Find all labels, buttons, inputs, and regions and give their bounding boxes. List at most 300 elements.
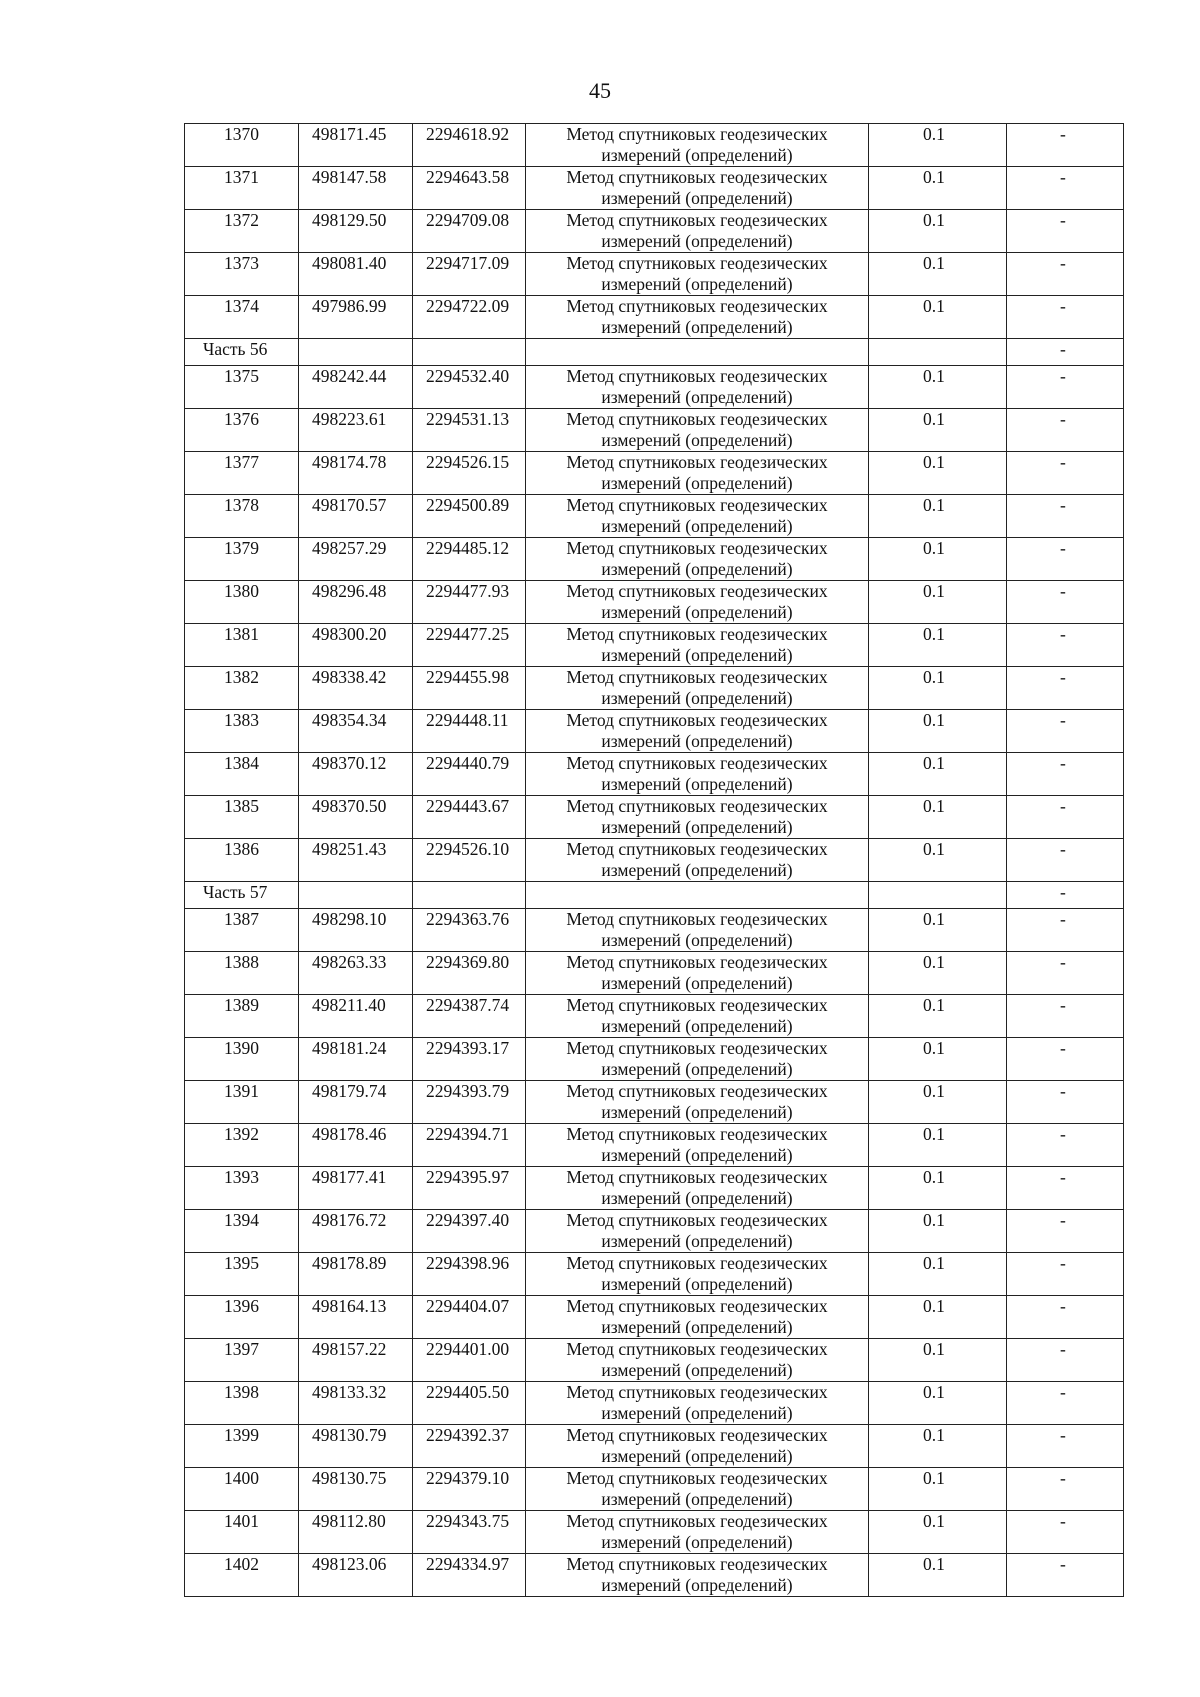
- other-cell: -: [1007, 796, 1124, 839]
- other-cell: -: [1007, 710, 1124, 753]
- accuracy-cell: 0.1: [869, 1081, 1007, 1124]
- method-line-1: Метод спутниковых геодезических: [566, 1124, 828, 1144]
- y-coordinate-cell: 2294526.10: [413, 839, 526, 882]
- y-coordinate-cell: 2294722.09: [413, 296, 526, 339]
- table-row: [185, 452, 1124, 495]
- method-line-1: Метод спутниковых геодезических: [566, 124, 828, 144]
- other-cell: -: [1007, 124, 1124, 167]
- accuracy-cell: 0.1: [869, 952, 1007, 995]
- x-coordinate-cell: 498130.75: [299, 1468, 413, 1511]
- point-id-cell: 1376: [185, 409, 299, 452]
- accuracy-cell: 0.1: [869, 1253, 1007, 1296]
- method-line-2: измерений (определений): [601, 1532, 793, 1552]
- y-coordinate-cell: 2294443.67: [413, 796, 526, 839]
- method-cell: [526, 409, 869, 452]
- method-line-1: Метод спутниковых геодезических: [566, 909, 828, 929]
- point-id-cell: 1395: [185, 1253, 299, 1296]
- method-line-2: измерений (определений): [601, 559, 793, 579]
- point-id-cell: 1399: [185, 1425, 299, 1468]
- x-coordinate-cell: 498164.13: [299, 1296, 413, 1339]
- method-cell: [526, 1081, 869, 1124]
- method-cell: [526, 1253, 869, 1296]
- method-line-1: Метод спутниковых геодезических: [566, 1339, 828, 1359]
- table-row: [185, 581, 1124, 624]
- x-coordinate-cell: 498147.58: [299, 167, 413, 210]
- accuracy-cell: 0.1: [869, 1425, 1007, 1468]
- point-id-cell: 1388: [185, 952, 299, 995]
- x-coordinate-cell: 498211.40: [299, 995, 413, 1038]
- method-line-2: измерений (определений): [601, 387, 793, 407]
- empty-cell: [526, 882, 869, 909]
- accuracy-cell: 0.1: [869, 495, 1007, 538]
- empty-cell: [869, 339, 1007, 366]
- other-cell: -: [1007, 409, 1124, 452]
- method-cell: [526, 624, 869, 667]
- point-id-cell: 1375: [185, 366, 299, 409]
- accuracy-cell: 0.1: [869, 452, 1007, 495]
- accuracy-cell: 0.1: [869, 1511, 1007, 1554]
- table-row: [185, 1511, 1124, 1554]
- method-line-1: Метод спутниковых геодезических: [566, 1167, 828, 1187]
- method-line-1: Метод спутниковых геодезических: [566, 538, 828, 558]
- point-id-cell: 1372: [185, 210, 299, 253]
- method-cell: [526, 1296, 869, 1339]
- method-line-1: Метод спутниковых геодезических: [566, 710, 828, 730]
- other-cell: -: [1007, 1081, 1124, 1124]
- x-coordinate-cell: 498338.42: [299, 667, 413, 710]
- table-row: [185, 366, 1124, 409]
- other-cell: -: [1007, 1124, 1124, 1167]
- part-header-row: [185, 882, 1124, 909]
- other-cell: -: [1007, 1468, 1124, 1511]
- y-coordinate-cell: 2294440.79: [413, 753, 526, 796]
- y-coordinate-cell: 2294477.25: [413, 624, 526, 667]
- accuracy-cell: 0.1: [869, 1339, 1007, 1382]
- method-line-1: Метод спутниковых геодезических: [566, 1468, 828, 1488]
- table-row: [185, 1038, 1124, 1081]
- x-coordinate-cell: 498300.20: [299, 624, 413, 667]
- table-row: [185, 753, 1124, 796]
- page-number: 45: [589, 78, 611, 103]
- other-cell: -: [1007, 909, 1124, 952]
- method-line-2: измерений (определений): [601, 1403, 793, 1423]
- method-line-2: измерений (определений): [601, 1489, 793, 1509]
- method-cell: [526, 452, 869, 495]
- accuracy-cell: 0.1: [869, 409, 1007, 452]
- method-line-1: Метод спутниковых геодезических: [566, 995, 828, 1015]
- accuracy-cell: 0.1: [869, 839, 1007, 882]
- y-coordinate-cell: 2294363.76: [413, 909, 526, 952]
- method-line-1: Метод спутниковых геодезических: [566, 667, 828, 687]
- x-coordinate-cell: 498257.29: [299, 538, 413, 581]
- other-cell: -: [1007, 667, 1124, 710]
- empty-cell: [413, 882, 526, 909]
- method-cell: [526, 1339, 869, 1382]
- table-row: [185, 124, 1124, 167]
- table-row: [185, 839, 1124, 882]
- x-coordinate-cell: 498112.80: [299, 1511, 413, 1554]
- other-cell: -: [1007, 753, 1124, 796]
- x-coordinate-cell: 498370.50: [299, 796, 413, 839]
- method-line-1: Метод спутниковых геодезических: [566, 1038, 828, 1058]
- table-row: [185, 796, 1124, 839]
- table-row: [185, 1382, 1124, 1425]
- method-line-1: Метод спутниковых геодезических: [566, 253, 828, 273]
- y-coordinate-cell: 2294398.96: [413, 1253, 526, 1296]
- other-cell: -: [1007, 339, 1124, 366]
- table-row: [185, 495, 1124, 538]
- method-line-2: измерений (определений): [601, 317, 793, 337]
- method-line-1: Метод спутниковых геодезических: [566, 167, 828, 187]
- table-row: [185, 710, 1124, 753]
- table-row: [185, 667, 1124, 710]
- other-cell: -: [1007, 1210, 1124, 1253]
- method-line-2: измерений (определений): [601, 1102, 793, 1122]
- accuracy-cell: 0.1: [869, 710, 1007, 753]
- x-coordinate-cell: 498354.34: [299, 710, 413, 753]
- method-line-2: измерений (определений): [601, 1059, 793, 1079]
- method-cell: [526, 366, 869, 409]
- other-cell: -: [1007, 952, 1124, 995]
- method-cell: [526, 167, 869, 210]
- x-coordinate-cell: 498177.41: [299, 1167, 413, 1210]
- method-line-2: измерений (определений): [601, 688, 793, 708]
- method-cell: [526, 1167, 869, 1210]
- table-row: [185, 1081, 1124, 1124]
- method-line-1: Метод спутниковых геодезических: [566, 366, 828, 386]
- accuracy-cell: 0.1: [869, 995, 1007, 1038]
- point-id-cell: 1380: [185, 581, 299, 624]
- table-row: [185, 538, 1124, 581]
- method-line-2: измерений (определений): [601, 1188, 793, 1208]
- method-cell: [526, 1124, 869, 1167]
- table-row: [185, 1253, 1124, 1296]
- method-line-2: измерений (определений): [601, 602, 793, 622]
- method-line-1: Метод спутниковых геодезических: [566, 1081, 828, 1101]
- method-line-2: измерений (определений): [601, 1231, 793, 1251]
- other-cell: -: [1007, 1038, 1124, 1081]
- y-coordinate-cell: 2294643.58: [413, 167, 526, 210]
- part-label: Часть 57: [185, 882, 299, 909]
- accuracy-cell: 0.1: [869, 753, 1007, 796]
- method-cell: [526, 710, 869, 753]
- y-coordinate-cell: 2294379.10: [413, 1468, 526, 1511]
- y-coordinate-cell: 2294395.97: [413, 1167, 526, 1210]
- method-line-2: измерений (определений): [601, 231, 793, 251]
- coordinates-table: [184, 123, 1124, 1597]
- y-coordinate-cell: 2294532.40: [413, 366, 526, 409]
- point-id-cell: 1389: [185, 995, 299, 1038]
- method-line-1: Метод спутниковых геодезических: [566, 1382, 828, 1402]
- method-line-2: измерений (определений): [601, 274, 793, 294]
- other-cell: -: [1007, 296, 1124, 339]
- method-cell: [526, 1468, 869, 1511]
- table-row: [185, 909, 1124, 952]
- method-cell: [526, 952, 869, 995]
- point-id-cell: 1390: [185, 1038, 299, 1081]
- empty-cell: [413, 339, 526, 366]
- point-id-cell: 1391: [185, 1081, 299, 1124]
- table-row: [185, 1296, 1124, 1339]
- table-row: [185, 952, 1124, 995]
- accuracy-cell: 0.1: [869, 124, 1007, 167]
- accuracy-cell: 0.1: [869, 624, 1007, 667]
- x-coordinate-cell: 498171.45: [299, 124, 413, 167]
- accuracy-cell: 0.1: [869, 366, 1007, 409]
- other-cell: -: [1007, 210, 1124, 253]
- point-id-cell: 1383: [185, 710, 299, 753]
- y-coordinate-cell: 2294343.75: [413, 1511, 526, 1554]
- point-id-cell: 1398: [185, 1382, 299, 1425]
- table-row: [185, 1167, 1124, 1210]
- method-line-2: измерений (определений): [601, 430, 793, 450]
- accuracy-cell: 0.1: [869, 667, 1007, 710]
- other-cell: -: [1007, 1339, 1124, 1382]
- x-coordinate-cell: 498157.22: [299, 1339, 413, 1382]
- point-id-cell: 1387: [185, 909, 299, 952]
- method-line-2: измерений (определений): [601, 516, 793, 536]
- point-id-cell: 1373: [185, 253, 299, 296]
- other-cell: -: [1007, 1253, 1124, 1296]
- y-coordinate-cell: 2294401.00: [413, 1339, 526, 1382]
- accuracy-cell: 0.1: [869, 1167, 1007, 1210]
- table-row: [185, 296, 1124, 339]
- y-coordinate-cell: 2294526.15: [413, 452, 526, 495]
- method-cell: [526, 1382, 869, 1425]
- point-id-cell: 1382: [185, 667, 299, 710]
- method-line-2: измерений (определений): [601, 145, 793, 165]
- point-id-cell: 1374: [185, 296, 299, 339]
- other-cell: -: [1007, 624, 1124, 667]
- y-coordinate-cell: 2294500.89: [413, 495, 526, 538]
- x-coordinate-cell: 498178.89: [299, 1253, 413, 1296]
- x-coordinate-cell: 498370.12: [299, 753, 413, 796]
- other-cell: -: [1007, 1554, 1124, 1597]
- accuracy-cell: 0.1: [869, 796, 1007, 839]
- accuracy-cell: 0.1: [869, 538, 1007, 581]
- method-line-1: Метод спутниковых геодезических: [566, 624, 828, 644]
- x-coordinate-cell: 498170.57: [299, 495, 413, 538]
- other-cell: -: [1007, 839, 1124, 882]
- method-cell: [526, 1425, 869, 1468]
- other-cell: -: [1007, 495, 1124, 538]
- y-coordinate-cell: 2294531.13: [413, 409, 526, 452]
- point-id-cell: 1370: [185, 124, 299, 167]
- method-line-2: измерений (определений): [601, 1575, 793, 1595]
- accuracy-cell: 0.1: [869, 210, 1007, 253]
- table-row: [185, 1468, 1124, 1511]
- method-cell: [526, 495, 869, 538]
- table-row: [185, 167, 1124, 210]
- method-line-2: измерений (определений): [601, 645, 793, 665]
- point-id-cell: 1371: [185, 167, 299, 210]
- point-id-cell: 1386: [185, 839, 299, 882]
- x-coordinate-cell: 498178.46: [299, 1124, 413, 1167]
- other-cell: -: [1007, 366, 1124, 409]
- method-line-1: Метод спутниковых геодезических: [566, 495, 828, 515]
- x-coordinate-cell: 498251.43: [299, 839, 413, 882]
- y-coordinate-cell: 2294455.98: [413, 667, 526, 710]
- method-line-1: Метод спутниковых геодезических: [566, 1511, 828, 1531]
- empty-cell: [299, 339, 413, 366]
- accuracy-cell: 0.1: [869, 1468, 1007, 1511]
- x-coordinate-cell: 498223.61: [299, 409, 413, 452]
- point-id-cell: 1394: [185, 1210, 299, 1253]
- method-cell: [526, 667, 869, 710]
- x-coordinate-cell: 498179.74: [299, 1081, 413, 1124]
- y-coordinate-cell: 2294404.07: [413, 1296, 526, 1339]
- x-coordinate-cell: 498174.78: [299, 452, 413, 495]
- method-cell: [526, 796, 869, 839]
- y-coordinate-cell: 2294334.97: [413, 1554, 526, 1597]
- method-cell: [526, 581, 869, 624]
- method-cell: [526, 1511, 869, 1554]
- accuracy-cell: 0.1: [869, 1296, 1007, 1339]
- method-cell: [526, 538, 869, 581]
- method-line-2: измерений (определений): [601, 1360, 793, 1380]
- method-line-2: измерений (определений): [601, 930, 793, 950]
- method-line-2: измерений (определений): [601, 731, 793, 751]
- y-coordinate-cell: 2294485.12: [413, 538, 526, 581]
- point-id-cell: 1397: [185, 1339, 299, 1382]
- table-row: [185, 1425, 1124, 1468]
- point-id-cell: 1384: [185, 753, 299, 796]
- empty-cell: [526, 339, 869, 366]
- part-label: Часть 56: [185, 339, 299, 366]
- accuracy-cell: 0.1: [869, 909, 1007, 952]
- method-cell: [526, 253, 869, 296]
- method-line-2: измерений (определений): [601, 1317, 793, 1337]
- table-row: [185, 1554, 1124, 1597]
- y-coordinate-cell: 2294393.17: [413, 1038, 526, 1081]
- method-line-1: Метод спутниковых геодезических: [566, 296, 828, 316]
- x-coordinate-cell: 498296.48: [299, 581, 413, 624]
- method-line-2: измерений (определений): [601, 774, 793, 794]
- point-id-cell: 1385: [185, 796, 299, 839]
- point-id-cell: 1393: [185, 1167, 299, 1210]
- method-cell: [526, 1210, 869, 1253]
- method-line-1: Метод спутниковых геодезических: [566, 952, 828, 972]
- table-row: [185, 624, 1124, 667]
- method-cell: [526, 909, 869, 952]
- x-coordinate-cell: 498263.33: [299, 952, 413, 995]
- x-coordinate-cell: 498176.72: [299, 1210, 413, 1253]
- x-coordinate-cell: 498130.79: [299, 1425, 413, 1468]
- y-coordinate-cell: 2294393.79: [413, 1081, 526, 1124]
- other-cell: -: [1007, 1167, 1124, 1210]
- x-coordinate-cell: 498129.50: [299, 210, 413, 253]
- method-line-2: измерений (определений): [601, 473, 793, 493]
- other-cell: -: [1007, 581, 1124, 624]
- x-coordinate-cell: 498181.24: [299, 1038, 413, 1081]
- method-line-2: измерений (определений): [601, 860, 793, 880]
- x-coordinate-cell: 498081.40: [299, 253, 413, 296]
- point-id-cell: 1379: [185, 538, 299, 581]
- method-line-1: Метод спутниковых геодезических: [566, 1253, 828, 1273]
- point-id-cell: 1401: [185, 1511, 299, 1554]
- method-cell: [526, 296, 869, 339]
- table-row: [185, 1124, 1124, 1167]
- coordinates-table-body: [185, 124, 1124, 1597]
- x-coordinate-cell: 498123.06: [299, 1554, 413, 1597]
- accuracy-cell: 0.1: [869, 1210, 1007, 1253]
- accuracy-cell: 0.1: [869, 167, 1007, 210]
- y-coordinate-cell: 2294405.50: [413, 1382, 526, 1425]
- point-id-cell: 1381: [185, 624, 299, 667]
- x-coordinate-cell: 498242.44: [299, 366, 413, 409]
- y-coordinate-cell: 2294397.40: [413, 1210, 526, 1253]
- method-cell: [526, 839, 869, 882]
- accuracy-cell: 0.1: [869, 1124, 1007, 1167]
- accuracy-cell: 0.1: [869, 1038, 1007, 1081]
- table-row: [185, 1210, 1124, 1253]
- table-row: [185, 210, 1124, 253]
- method-line-1: Метод спутниковых геодезических: [566, 796, 828, 816]
- method-line-2: измерений (определений): [601, 973, 793, 993]
- method-line-1: Метод спутниковых геодезических: [566, 452, 828, 472]
- method-line-1: Метод спутниковых геодезических: [566, 409, 828, 429]
- x-coordinate-cell: 497986.99: [299, 296, 413, 339]
- y-coordinate-cell: 2294709.08: [413, 210, 526, 253]
- point-id-cell: 1378: [185, 495, 299, 538]
- y-coordinate-cell: 2294392.37: [413, 1425, 526, 1468]
- other-cell: -: [1007, 1511, 1124, 1554]
- method-line-2: измерений (определений): [601, 817, 793, 837]
- empty-cell: [869, 882, 1007, 909]
- point-id-cell: 1377: [185, 452, 299, 495]
- other-cell: -: [1007, 1296, 1124, 1339]
- method-line-1: Метод спутниковых геодезических: [566, 1296, 828, 1316]
- accuracy-cell: 0.1: [869, 581, 1007, 624]
- y-coordinate-cell: 2294448.11: [413, 710, 526, 753]
- y-coordinate-cell: 2294394.71: [413, 1124, 526, 1167]
- point-id-cell: 1392: [185, 1124, 299, 1167]
- y-coordinate-cell: 2294618.92: [413, 124, 526, 167]
- method-line-1: Метод спутниковых геодезических: [566, 753, 828, 773]
- point-id-cell: 1396: [185, 1296, 299, 1339]
- x-coordinate-cell: 498133.32: [299, 1382, 413, 1425]
- empty-cell: [299, 882, 413, 909]
- accuracy-cell: 0.1: [869, 1554, 1007, 1597]
- method-line-2: измерений (определений): [601, 188, 793, 208]
- method-line-2: измерений (определений): [601, 1016, 793, 1036]
- method-line-1: Метод спутниковых геодезических: [566, 581, 828, 601]
- y-coordinate-cell: 2294477.93: [413, 581, 526, 624]
- method-cell: [526, 1038, 869, 1081]
- accuracy-cell: 0.1: [869, 253, 1007, 296]
- other-cell: -: [1007, 1425, 1124, 1468]
- method-line-1: Метод спутниковых геодезических: [566, 839, 828, 859]
- x-coordinate-cell: 498298.10: [299, 909, 413, 952]
- method-cell: [526, 1554, 869, 1597]
- method-line-1: Метод спутниковых геодезических: [566, 1554, 828, 1574]
- y-coordinate-cell: 2294369.80: [413, 952, 526, 995]
- other-cell: -: [1007, 882, 1124, 909]
- method-line-2: измерений (определений): [601, 1145, 793, 1165]
- point-id-cell: 1402: [185, 1554, 299, 1597]
- other-cell: -: [1007, 452, 1124, 495]
- y-coordinate-cell: 2294387.74: [413, 995, 526, 1038]
- point-id-cell: 1400: [185, 1468, 299, 1511]
- method-line-1: Метод спутниковых геодезических: [566, 210, 828, 230]
- method-line-2: измерений (определений): [601, 1274, 793, 1294]
- method-cell: [526, 124, 869, 167]
- accuracy-cell: 0.1: [869, 1382, 1007, 1425]
- table-row: [185, 409, 1124, 452]
- method-cell: [526, 995, 869, 1038]
- other-cell: -: [1007, 1382, 1124, 1425]
- table-row: [185, 1339, 1124, 1382]
